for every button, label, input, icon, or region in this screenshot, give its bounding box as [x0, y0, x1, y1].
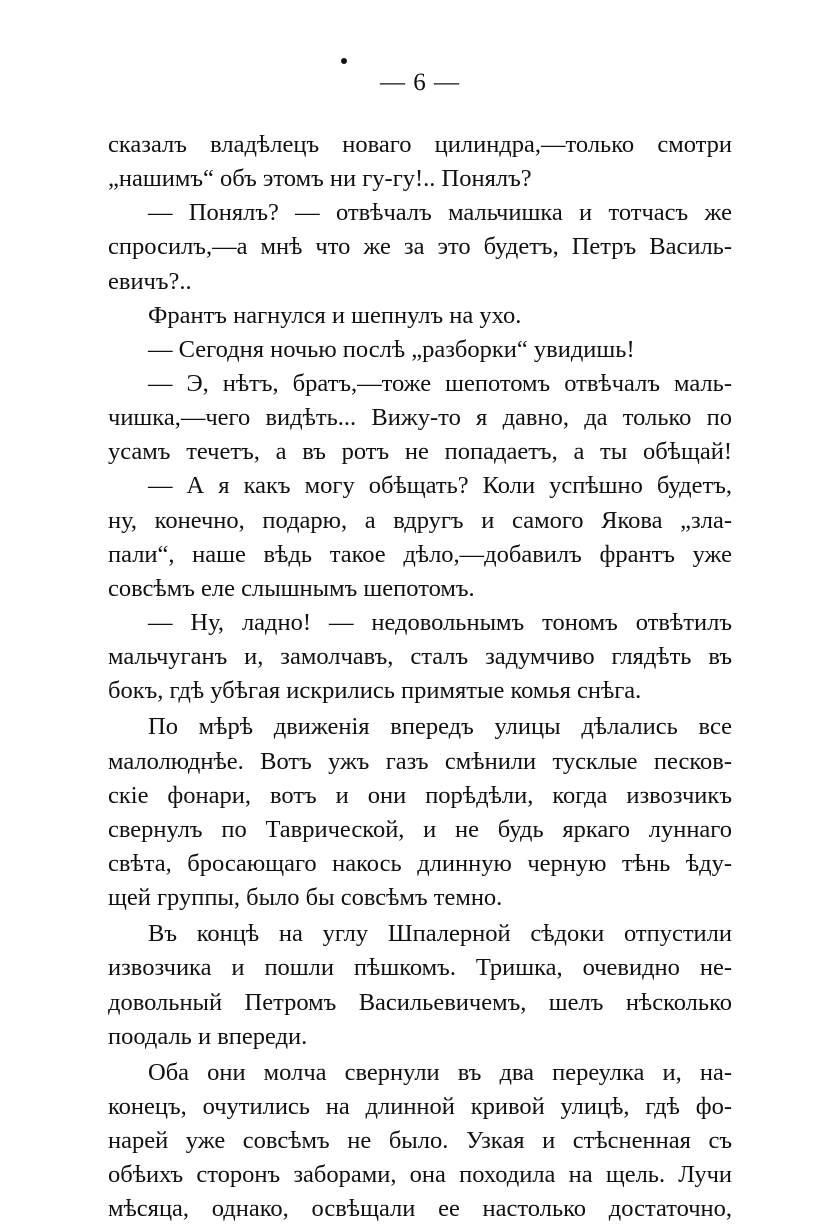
text-line: Франтъ нагнулся и шепнулъ на ухо.: [148, 301, 522, 329]
text-line: малолюднѣе. Вотъ ужъ газъ смѣнили тусклые песков-: [108, 747, 732, 775]
text-line: Въ концѣ на углу Шпалерной сѣдоки отпустили: [148, 920, 732, 948]
text-line: скіе фонари, вотъ и они порѣдѣли, когда извозчикъ: [108, 781, 732, 809]
text-line: По мѣрѣ движенія впередъ улицы дѣлались все: [148, 713, 732, 741]
text-line: — Ну, ладно! — недовольнымъ тономъ отвѣтилъ: [148, 608, 732, 636]
text-line: обѣихъ сторонъ заборами, она походила на щель. Лучи: [108, 1161, 732, 1189]
page-number: — 6 —: [380, 69, 460, 96]
text-line: — А я какъ могу обѣщать? Коли успѣшно будетъ,: [148, 472, 732, 500]
text-line: нарей уже совсѣмъ не было. Узкая и стѣсненная съ: [108, 1127, 732, 1155]
text-line: мѣсяца, однако, освѣщали ее настолько достаточно,: [108, 1195, 732, 1223]
text-line: — Понялъ? — отвѣчалъ мальчишка и тотчасъ же: [148, 199, 732, 227]
text-line: свернулъ по Таврической, и не будь яркаго луннаго: [108, 815, 732, 843]
body-text: [108, 128, 732, 1227]
text-line: совсѣмъ еле слышнымъ шепотомъ.: [108, 574, 475, 602]
text-line: Оба они молча свернули въ два переулка и, на-: [148, 1058, 732, 1086]
text-line: евичъ?..: [108, 267, 192, 295]
text-line: пали“, наше вѣдь такое дѣло,—добавилъ франтъ уже: [108, 540, 732, 568]
text-line: сказалъ владѣлецъ новаго цилиндра,—только смотри: [108, 131, 732, 158]
text-line: бокъ, гдѣ убѣгая искрились примятые комья снѣга.: [108, 677, 642, 705]
text-line: свѣта, бросающаго накось длинную черную тѣнь ѣду-: [108, 849, 732, 877]
text-line: — Э, нѣтъ, братъ,—тоже шепотомъ отвѣчалъ маль-: [148, 369, 732, 397]
ink-mark: [341, 58, 347, 64]
text-line: спросилъ,—а мнѣ что же за это будетъ, Петръ Василь-: [108, 233, 732, 261]
text-line: — Сегодня ночью послѣ „разборки“ увидишь!: [148, 335, 635, 363]
text-line: мальчуганъ и, замолчавъ, сталъ задумчиво глядѣть въ: [108, 643, 732, 671]
text-line: конецъ, очутились на длинной кривой улицѣ, гдѣ фо-: [108, 1092, 732, 1120]
text-line: довольный Петромъ Васильевичемъ, шелъ нѣсколько: [108, 988, 732, 1016]
text-line: поодаль и впереди.: [108, 1022, 308, 1050]
text-line: чишка,—чего видѣть... Вижу-то я давно, да только по: [108, 404, 732, 432]
text-line: „нашимъ“ объ этомъ ни гу-гу!.. Понялъ?: [108, 165, 532, 193]
text-line: извозчика и пошли пѣшкомъ. Тришка, очевидно не-: [108, 954, 732, 982]
text-line: усамъ течетъ, а въ ротъ не попадаетъ, а ты обѣщай!: [108, 438, 732, 466]
text-line: ну, конечно, подарю, а вдругъ и самого Якова „зла-: [108, 506, 732, 534]
text-line: щей группы, было бы совсѣмъ темно.: [108, 884, 503, 912]
